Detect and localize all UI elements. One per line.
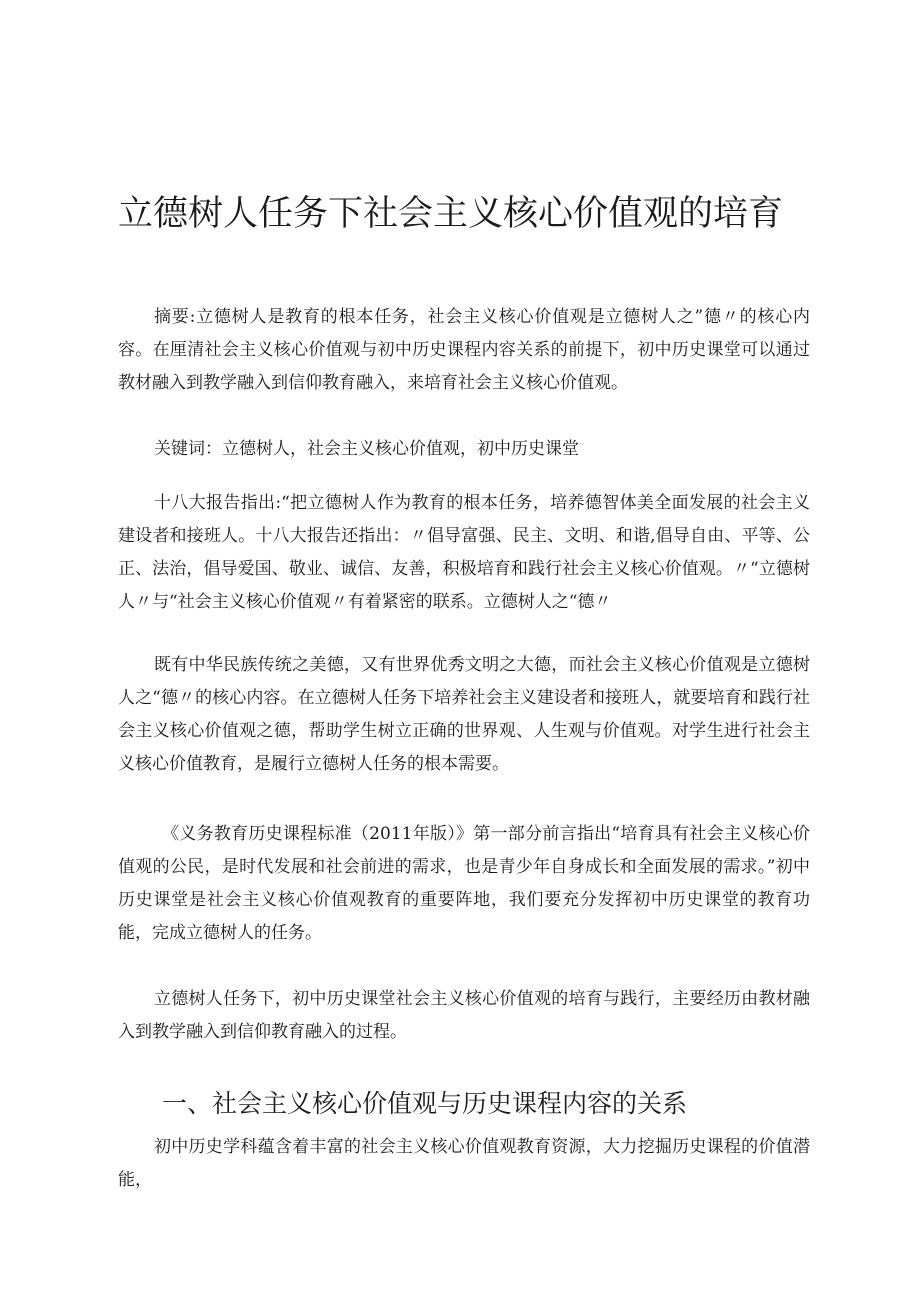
abstract-paragraph: 摘要:立德树人是教育的根本任务，社会主义核心价值观是立德树人之”德〃的核心内容。在厘清社会主义核心价值观与初中历史课程内容关系的前提下，初中历史课堂可以通过教材融入到教学融入到信仰教育融入，来培育社会主义核心价值观。 xyxy=(118,307,810,393)
curriculum-standard-paragraph: 《义务教育历史课程标准（2011年版）》第一部分前言指出“培育具有社会主义核心价值观的公民，是时代发展和社会前进的需求，也是青少年自身成长和全面发展的需求。”初中历史课堂是社会主义核心价值观教育的重要阵地，我们要充分发挥初中历史课堂的教育功能，完成立德树人的任务。 xyxy=(118,824,810,943)
section-heading: 一、社会主义核心价值观与历史课程内容的关系 xyxy=(162,1088,688,1118)
keywords-paragraph: 关键词：立德树人，社会主义核心价值观，初中历史课堂 xyxy=(154,439,579,459)
document-title: 立德树人任务下社会主义核心价值观的培育 xyxy=(118,194,784,235)
task-paragraph: 立德树人任务下，初中历史课堂社会主义核心价值观的培育与践行，主要经历由教材融入到教学融入到信仰教育融入的过程。 xyxy=(118,989,810,1042)
virtue-paragraph: 既有中华民族传统之美德，又有世界优秀文明之大德，而社会主义核心价值观是立德树人之“德〃的核心内容。在立德树人任务下培养社会主义建设者和接班人，就要培育和践行社会主义核心价值观之德，帮助学生树立正确的世界观、人生观与价值观。对学生进行社会主义核心价值教育，是履行立德树人任务的根本需要。 xyxy=(118,655,810,774)
history-paragraph: 初中历史学科蕴含着丰富的社会主义核心价值观教育资源，大力挖掘历史课程的价值潜能， xyxy=(118,1137,810,1190)
report-paragraph: 十八大报告指出:“把立德树人作为教育的根本任务，培养德智体美全面发展的社会主义建设者和接班人。十八大报告还指出：〃倡导富强、民主、文明、和谐,倡导自由、平等、公正、法治，倡导爱国、敬业、诚信、友善，积极培育和践行社会主义核心价值观。〃“立德树人〃与“社会主义核心价值观〃有着紧密的联系。立德树人之“德〃 xyxy=(118,493,810,612)
